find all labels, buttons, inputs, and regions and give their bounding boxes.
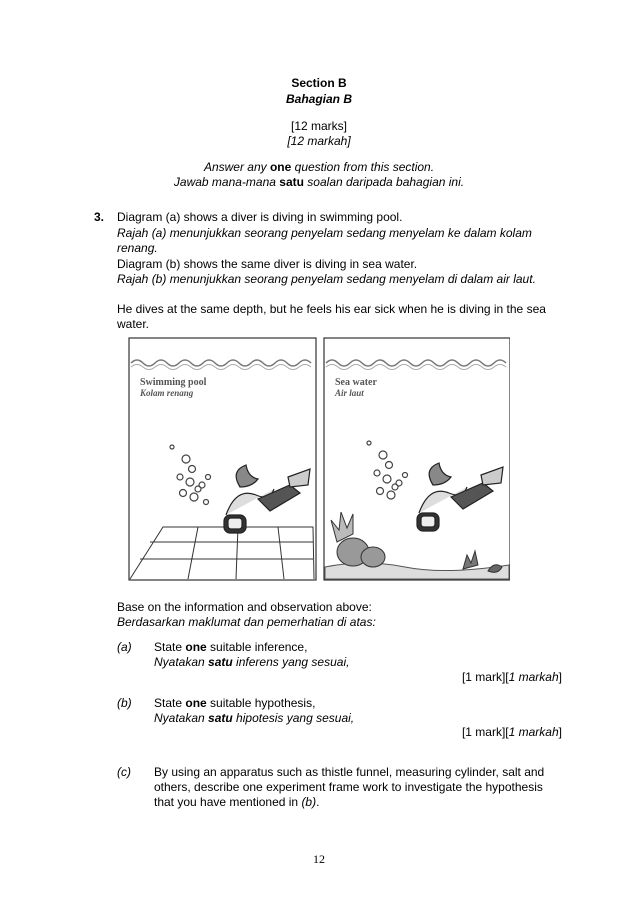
section-title: Section B <box>291 76 347 90</box>
info-ms: Berdasarkan maklumat dan pemerhatian di atas: <box>117 615 376 629</box>
part-b-en: State one suitable hypothesis, <box>154 696 316 710</box>
instruction-en: Answer any one question from this section. <box>203 160 435 174</box>
part-a-ms: Nyatakan satu inferens yang sesuai, <box>154 655 350 669</box>
question-stem <box>117 210 557 333</box>
stem-line: Rajah (b) menunjukkan seorang penyelam sedang menyelam di dalam air laut. <box>117 272 536 286</box>
part-a-label: (a) <box>117 640 132 654</box>
diagram-label-right-ms: Air laut <box>335 388 364 398</box>
part-c-text: By using an apparatus such as thistle funnel, measuring cylinder, salt and others, describe one experiment frame work to investigate the hypothesis that you have mentioned in (b). <box>154 765 545 809</box>
diagram-label-left-ms: Kolam renang <box>140 388 194 398</box>
info-en: Base on the information and observation above: <box>117 600 372 614</box>
stem-line: He dives at the same depth, but he feels his ear sick when he is diving in the sea water. <box>117 301 546 331</box>
part-c-label: (c) <box>117 765 131 779</box>
diver-diagram <box>128 337 510 581</box>
page-number: 12 <box>313 852 325 866</box>
part-a-marks: [1 mark][1 markah] <box>461 670 562 684</box>
diagram-label-left: Swimming pool <box>140 377 207 388</box>
instruction-ms: Jawab mana-mana satu soalan daripada bahagian ini. <box>173 175 465 189</box>
part-b-label: (b) <box>117 696 132 710</box>
stem-line: Rajah (a) menunjukkan seorang penyelam sedang menyelam ke dalam kolam renang. <box>117 225 532 255</box>
section-marks: [12 marks] <box>290 119 347 133</box>
diagram-label-right: Sea water <box>335 377 377 388</box>
part-b-marks: [1 mark][1 markah] <box>461 725 562 739</box>
section-title-ms: Bahagian B <box>285 92 352 106</box>
stem-line: Diagram (a) shows a diver is diving in swimming pool. <box>117 210 403 224</box>
swimming-pool-panel <box>129 338 316 580</box>
stem-line: Diagram (b) shows the same diver is diving in sea water. <box>117 256 418 271</box>
part-a-en: State one suitable inference, <box>154 640 308 654</box>
question-number: 3. <box>94 210 105 224</box>
part-b-ms: Nyatakan satu hipotesis yang sesuai, <box>154 711 355 725</box>
sea-water-panel <box>324 338 510 580</box>
section-marks-ms: [12 markah] <box>287 134 351 148</box>
